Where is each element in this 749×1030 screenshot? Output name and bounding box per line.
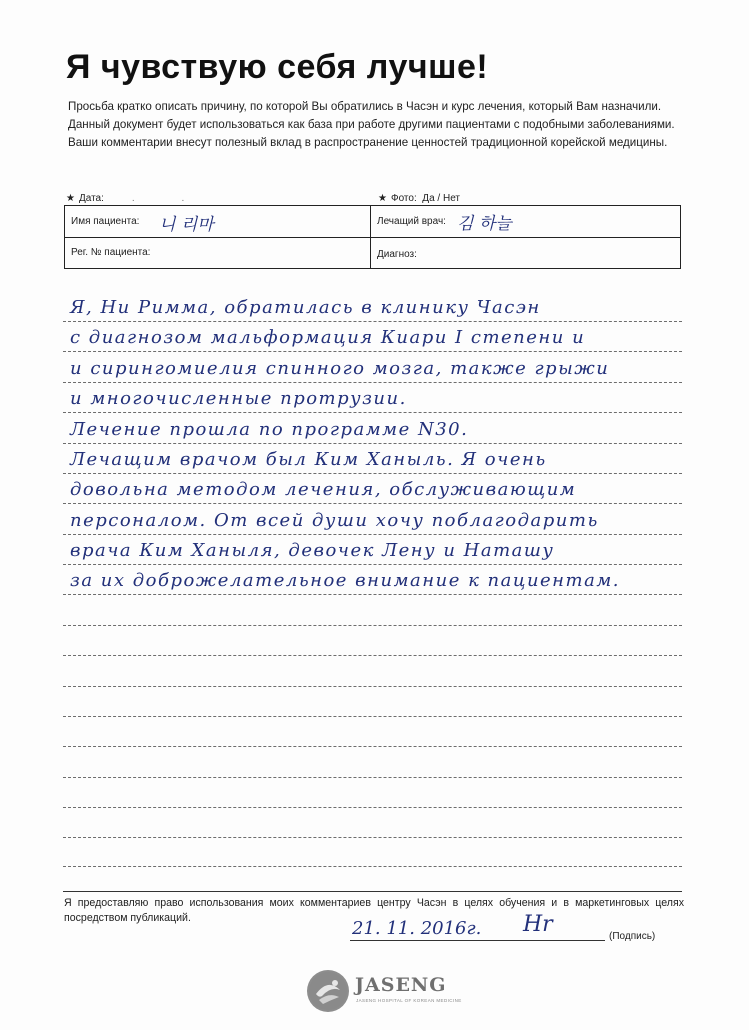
star-icon: ★ xyxy=(378,193,387,204)
review-line: с диагнозом мальформация Киари I степени и xyxy=(70,327,586,348)
review-line: персоналом. От всей души хочу поблагодарить xyxy=(70,510,599,531)
ruled-line xyxy=(63,777,682,778)
ruled-line xyxy=(63,564,682,565)
photo-options: Да / Нет xyxy=(422,193,460,204)
intro-line: Ваши комментарии внесут полезный вклад в распространение ценностей традиционной корейской медицины. xyxy=(68,136,668,149)
consent-divider xyxy=(63,891,682,892)
photo-label: Фото: xyxy=(390,193,417,204)
ruled-line xyxy=(63,807,682,808)
patient-info-row xyxy=(65,206,680,238)
intro-line: Данный документ будет использоваться как база при работе другими пациентами с подобными заболеваниями. xyxy=(68,118,675,131)
ruled-line xyxy=(63,534,682,535)
consent-text: Я предоставляю право использования моих комментариев центру Часэн в целях обучения и в маркетинговых целях посредством публикаций. xyxy=(64,897,684,924)
date-field xyxy=(66,193,206,204)
jaseng-emblem-icon xyxy=(307,970,349,1012)
review-line: Лечение прошла по программе N30. xyxy=(70,419,469,440)
page-title: Я чувствую себя лучше! xyxy=(66,48,489,86)
ruled-line xyxy=(63,866,682,867)
review-line: и сирингомиелия спинного мозга, также грыжи xyxy=(70,358,610,379)
ruled-line xyxy=(63,473,682,474)
photo-field xyxy=(378,193,460,204)
ruled-line xyxy=(63,382,682,383)
review-line: Лечащим врачом был Ким Ханыль. Я очень xyxy=(70,449,547,470)
signature-date: 21. 11. 2016г. xyxy=(352,918,482,939)
star-icon: ★ xyxy=(66,193,75,204)
ruled-line xyxy=(63,655,682,656)
patient-name-value[interactable]: 니 리마 xyxy=(159,215,214,235)
review-line: врача Ким Ханыля, девочек Лену и Наташу xyxy=(70,540,555,561)
review-line: довольна методом лечения, обслуживающим xyxy=(70,479,577,500)
review-line: и многочисленные протрузии. xyxy=(70,388,407,409)
ruled-line xyxy=(63,412,682,413)
date-label: Дата: xyxy=(78,193,104,204)
diagnosis-label: Диагноз: xyxy=(377,249,417,260)
ruled-line xyxy=(63,686,682,687)
doctor-label: Лечащий врач: xyxy=(377,216,446,227)
ruled-line xyxy=(63,594,682,595)
signature-underline xyxy=(350,940,605,941)
ruled-line xyxy=(63,321,682,322)
jaseng-logo xyxy=(307,970,462,1020)
signature-mark: Hr xyxy=(523,912,553,937)
review-line: Я, Ни Римма, обратилась в клинику Часэн xyxy=(70,297,541,318)
doctor-value[interactable]: 김 하늘 xyxy=(457,214,512,234)
signature-label: (Подпись) xyxy=(609,931,656,942)
table-divider xyxy=(370,206,371,268)
intro-text xyxy=(68,98,708,152)
ruled-line xyxy=(63,837,682,838)
review-line: за их доброжелательное внимание к пациентам. xyxy=(70,570,620,591)
ruled-line xyxy=(63,746,682,747)
ruled-line xyxy=(63,625,682,626)
ruled-line xyxy=(63,351,682,352)
intro-line: Просьба кратко описать причину, по которой Вы обратились в Часэн и курс лечения, который Вам назначили. xyxy=(68,100,662,113)
logo-name: JASENG xyxy=(355,974,447,996)
ruled-line xyxy=(63,443,682,444)
patient-info-table xyxy=(64,205,681,269)
ruled-line xyxy=(63,503,682,504)
ruled-line xyxy=(63,716,682,717)
logo-tagline: JASENG HOSPITAL OF KOREAN MEDICINE xyxy=(356,998,462,1003)
patient-name-label: Имя пациента: xyxy=(71,216,140,227)
date-placeholder: . . xyxy=(131,193,207,204)
reg-number-label: Рег. № пациента: xyxy=(71,247,151,258)
patient-info-row xyxy=(65,238,680,270)
